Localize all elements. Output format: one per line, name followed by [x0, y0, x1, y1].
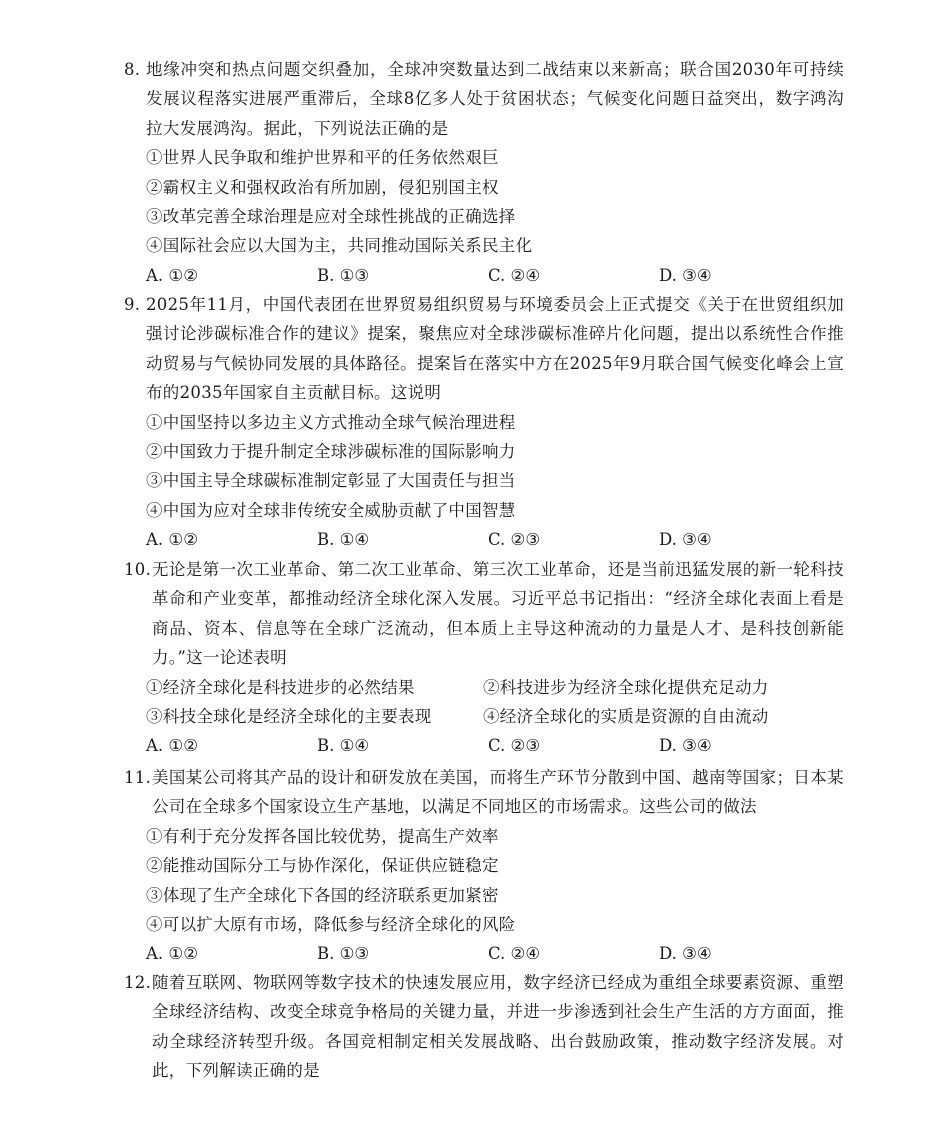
answer-b: B. ①④ — [317, 530, 370, 550]
statement-1: ①经济全球化是科技进步的必然结果 — [146, 677, 415, 697]
question-stem — [124, 968, 844, 1086]
answer-choices — [124, 261, 844, 290]
question-text: 随着互联网、物联网等数字技术的快速发展应用，数字经济已经成为重组全球要素资源、重塑全球经济结构、改变全球竞争格局的关键力量，并进一步渗透到社会生产生活的方方面面，推动全球经济转型升级。各国竞相制定相关发展战略、出台鼓励政策，推动数字经济发展。对此，下列解读正确的是 — [152, 973, 844, 1081]
answer-d: D. ③④ — [659, 530, 712, 550]
question-text: 美国某公司将其产品的设计和研发放在美国，而将生产环节分散到中国、越南等国家；日本某公司在全球多个国家设立生产基地，以满足不同地区的市场需求。这些公司的做法 — [152, 768, 844, 817]
answer-a: A. ①② — [146, 265, 198, 285]
question-10 — [124, 555, 844, 761]
answer-a: A. ①② — [146, 736, 198, 756]
question-number: 9. — [124, 295, 141, 314]
answer-b: B. ①③ — [317, 944, 370, 964]
question-11 — [124, 763, 844, 969]
question-text: 2025年11月，中国代表团在世界贸易组织贸易与环境委员会上正式提交《关于在世贸组织加强讨论涉碳标准合作的建议》提案，聚焦应对全球涉碳标准碎片化问题，提出以系统性合作推动贸易与气候协同发展的具体路径。提案旨在落实中方在2025年9月联合国气候变化峰会上宣布的2035年国家自主贡献目标。这说明 — [146, 295, 844, 403]
question-stem — [124, 555, 844, 673]
answer-choices — [124, 731, 844, 760]
question-text: 无论是第一次工业革命、第二次工业革命、第三次工业革命，还是当前迅猛发展的新一轮科技革命和产业变革，都推动经济全球化深入发展。习近平总书记指出：“经济全球化表面上看是商品、资本、信息等在全球广泛流动，但本质上主导这种流动的力量是人才、是科技创新能力。”这一论述表明 — [152, 560, 844, 668]
question-stem — [124, 55, 844, 143]
answer-c: C. ②④ — [488, 944, 541, 964]
question-number: 11. — [124, 768, 152, 787]
statement-1: ①中国坚持以多边主义方式推动全球气候治理进程 — [146, 412, 516, 432]
statement-1: ①有利于充分发挥各国比较优势，提高生产效率 — [146, 826, 499, 846]
question-9 — [124, 290, 844, 555]
answer-c: C. ②③ — [488, 530, 541, 550]
answer-a: A. ①② — [146, 530, 198, 550]
statement-1: ①世界人民争取和维护世界和平的任务依然艰巨 — [146, 148, 499, 168]
answer-c: C. ②④ — [488, 265, 541, 285]
statement-4: ④中国为应对全球非传统安全威胁贡献了中国智慧 — [146, 500, 516, 520]
statement-4: ④经济全球化的实质是资源的自由流动 — [483, 707, 769, 727]
statement-4: ④可以扩大原有市场，降低参与经济全球化的风险 — [146, 915, 516, 935]
statement-row-2 — [124, 702, 844, 731]
answer-d: D. ③④ — [659, 944, 712, 964]
question-number: 8. — [124, 60, 141, 79]
question-8 — [124, 55, 844, 290]
question-stem — [124, 290, 844, 408]
question-number: 10. — [124, 560, 152, 579]
question-number: 12. — [124, 973, 152, 992]
statement-3: ③中国主导全球碳标准制定彰显了大国责任与担当 — [146, 471, 516, 491]
statement-3: ③科技全球化是经济全球化的主要表现 — [146, 707, 432, 727]
statement-2: ②霸权主义和强权政治有所加剧，侵犯别国主权 — [146, 177, 499, 197]
statement-2: ②能推动国际分工与协作深化，保证供应链稳定 — [146, 856, 499, 876]
answer-d: D. ③④ — [659, 265, 712, 285]
answer-d: D. ③④ — [659, 736, 712, 756]
question-12 — [124, 968, 844, 1086]
statement-3: ③改革完善全球治理是应对全球性挑战的正确选择 — [146, 207, 516, 227]
statement-row-1 — [124, 673, 844, 702]
answer-b: B. ①④ — [317, 736, 370, 756]
question-text: 地缘冲突和热点问题交织叠加，全球冲突数量达到二战结束以来新高；联合国2030年可持续发展议程落实进展严重滞后，全球8亿多人处于贫困状态；气候变化问题日益突出，数字鸿沟拉大发展鸿沟。据此，下列说法正确的是 — [146, 60, 844, 138]
statement-2: ②科技进步为经济全球化提供充足动力 — [483, 677, 769, 697]
question-stem — [124, 763, 844, 822]
answer-b: B. ①③ — [317, 265, 370, 285]
answer-choices — [124, 525, 844, 554]
statement-3: ③体现了生产全球化下各国的经济联系更加紧密 — [146, 885, 499, 905]
statement-4: ④国际社会应以大国为主，共同推动国际关系民主化 — [146, 236, 533, 256]
answer-choices — [124, 939, 844, 968]
answer-a: A. ①② — [146, 944, 198, 964]
answer-c: C. ②③ — [488, 736, 541, 756]
statement-2: ②中国致力于提升制定全球涉碳标准的国际影响力 — [146, 442, 516, 462]
